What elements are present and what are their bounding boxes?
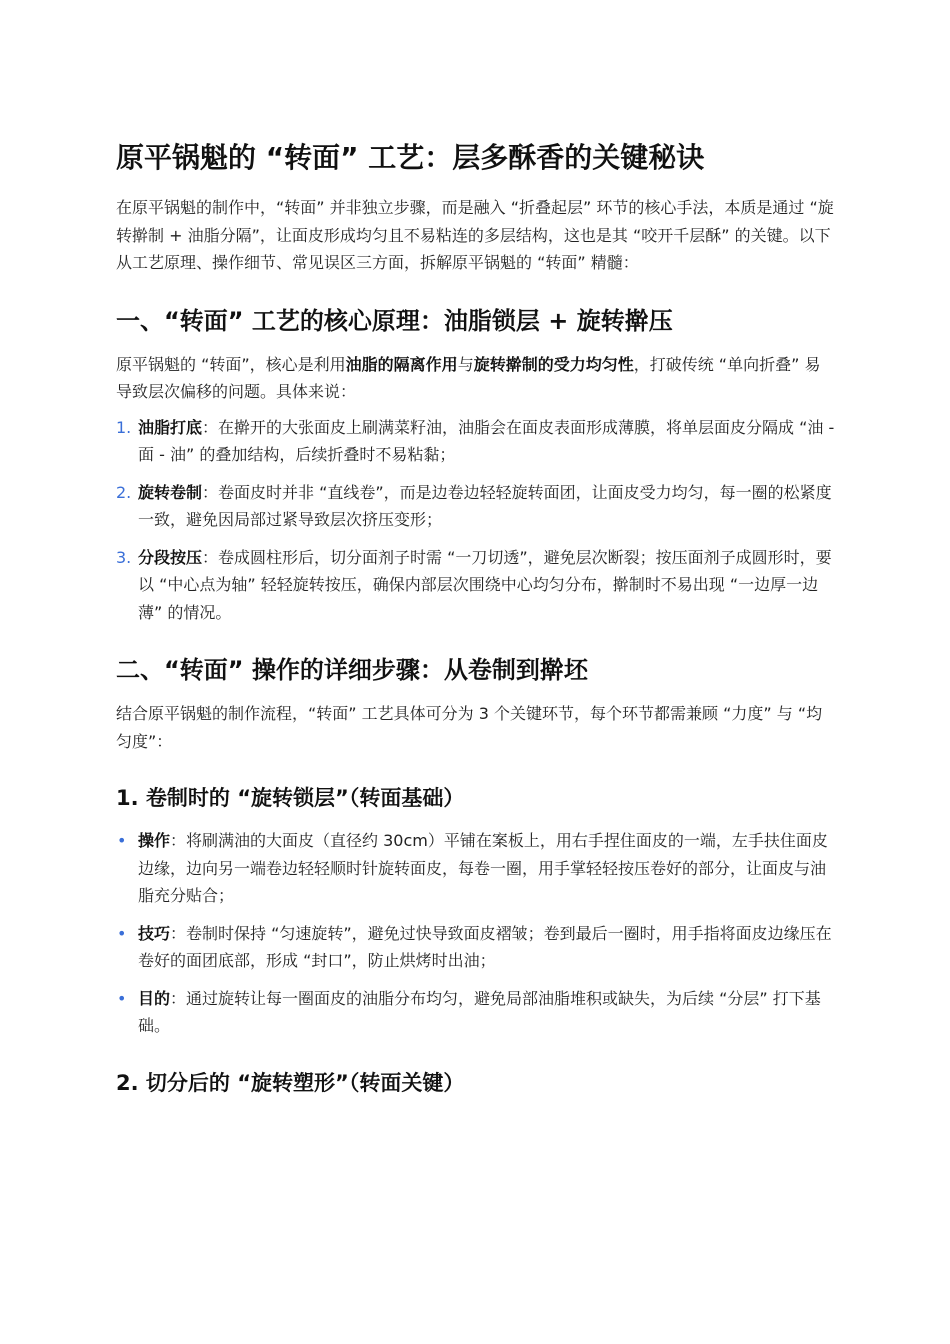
section1-heading: 一、“转面” 工艺的核心原理：油脂锁层 + 旋转擀压 <box>116 306 673 335</box>
list-item <box>116 544 836 627</box>
subsection1-list <box>116 827 836 1040</box>
list-item <box>116 985 836 1040</box>
section2-intro: 结合原平锅魁的制作流程，“转面” 工艺具体可分为 3 个关键环节，每个环节都需兼顾 “力度” 与 “均匀度”： <box>116 704 823 751</box>
bullet-icon: • <box>117 831 127 850</box>
section1-intro: 原平锅魁的 “转面”，核心是利用油脂的隔离作用与旋转擀制的受力均匀性，打破传统 “单向折叠” 易导致层次偏移的问题。具体来说： <box>116 354 821 401</box>
section1-list <box>116 414 836 627</box>
section2-heading: 二、“转面” 操作的详细步骤：从卷制到擀坯 <box>116 656 588 684</box>
list-item <box>116 827 836 910</box>
intro-paragraph: 在原平锅魁的制作中，“转面” 并非独立步骤，而是融入 “折叠起层” 环节的核心手法，本质是通过 “旋转擀制 + 油脂分隔”，让面皮形成均匀且不易粘连的多层结构，这也是其 “咬开千层酥” 的关键。以下从工艺原理、操作细节、常见误区三方面，拆解原平锅魁的 “转面” 精髓： <box>116 198 834 272</box>
list-item-title: 操作 <box>138 831 171 850</box>
list-item-text: ：在擀开的大张面皮上刷满菜籽油，油脂会在面皮表面形成薄膜，将单层面皮分隔成 “油 - 面 - 油” 的叠加结构，后续折叠时不易粘黏； <box>138 417 835 464</box>
list-item-text: ：通过旋转让每一圈面皮的油脂分布均匀，避免局部油脂堆积或缺失，为后续 “分层” 打下基础。 <box>138 988 821 1035</box>
page-title: 原平锅魁的 “转面” 工艺：层多酥香的关键秘诀 <box>116 141 705 174</box>
list-item-text: ：卷制时保持 “匀速旋转”，避免过快导致面皮褶皱；卷到最后一圈时，用手指将面皮边缘压在卷好的面团底部，形成 “封口”，防止烘烤时出油； <box>138 923 832 970</box>
list-item <box>116 479 836 534</box>
list-item-title: 油脂打底 <box>138 417 203 437</box>
list-item-text: ：卷面皮时并非 “直线卷”，而是边卷边轻轻旋转面团，让面皮受力均匀，每一圈的松紧度一致，避免因局部过紧导致层次挤压变形； <box>138 482 832 529</box>
list-item-title: 旋转卷制 <box>138 482 203 502</box>
bold-rotation-force: 旋转擀制的受力均匀性 <box>473 354 634 374</box>
list-item <box>116 920 836 975</box>
list-number: 2. <box>116 482 132 502</box>
list-item-title: 技巧 <box>138 923 171 943</box>
list-item-text: ：将刷满油的大面皮（直径约 30cm）平铺在案板上，用右手捏住面皮的一端，左手扶住面皮边缘，边向另一端卷边轻轻顺时针旋转面皮，每卷一圈，用手掌轻轻按压卷好的部分，让面皮与油脂充分贴合； <box>138 831 828 905</box>
bold-oil-isolation: 油脂的隔离作用 <box>345 354 458 374</box>
subsection1-heading: 1. 卷制时的 “旋转锁层”（转面基础） <box>116 786 465 810</box>
subsection2-heading: 2. 切分后的 “旋转塑形”（转面关键） <box>116 1070 465 1095</box>
list-number: 1. <box>116 417 132 437</box>
list-item-text: ：卷成圆柱形后，切分面剂子时需 “一刀切透”，避免层次断裂；按压面剂子成圆形时，要以 “中心点为轴” 轻轻旋转按压，确保内部层次围绕中心均匀分布，擀制时不易出现 “一边厚一边薄” 的情况。 <box>138 547 832 622</box>
list-number: 3. <box>116 547 132 567</box>
bullet-icon: • <box>117 988 127 1008</box>
list-item-title: 目的 <box>138 988 171 1008</box>
bullet-icon: • <box>117 923 127 943</box>
list-item-title: 分段按压 <box>138 547 203 567</box>
list-item <box>116 414 836 469</box>
